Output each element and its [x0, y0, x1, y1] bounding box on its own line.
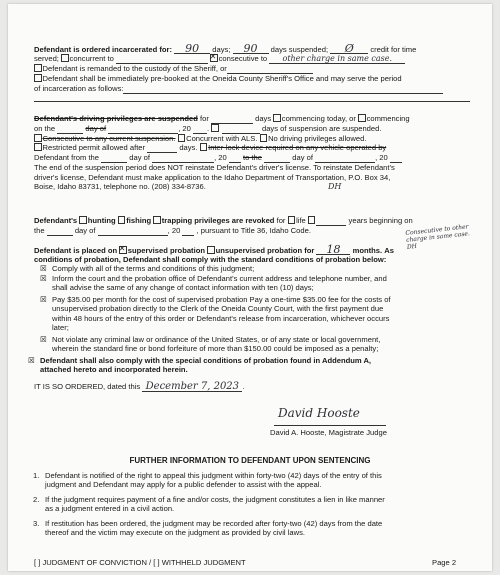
incarceration-days: 90 — [174, 44, 210, 54]
further-item: 1. Defendant is notified of the right to appeal this judgment within forty-two (42) days of the entry of this judgment and Defendant may apply for a public defender to assist with the appeal. — [33, 471, 382, 490]
probation-months: 18 — [316, 245, 350, 255]
signature-line — [274, 425, 386, 426]
driving-heading: Defendant's driving privileges are suspended — [34, 114, 198, 123]
consecutive-to-value: other charge in same case. — [269, 54, 405, 64]
hunting-section: Defendant's hunting fishing trapping privileges are revoked for life years beginning on the day of , 20 , pursuant to Title 36, Idaho Code. — [34, 216, 413, 235]
incarceration-heading: Defendant is ordered incarcerated for: — [34, 45, 172, 54]
divider — [34, 101, 470, 102]
document-page — [8, 4, 492, 571]
condition-item: ☒ Defendant shall also comply with the special conditions of probation found in Addendum A, attached hereto and incorporated herein. — [28, 356, 372, 375]
page-number: Page 2 — [432, 558, 457, 567]
prebooked-checkbox — [34, 74, 42, 82]
order-date-line: IT IS SO ORDERED, dated this December 7, 2023 . — [34, 381, 245, 392]
consecutive-checkbox-checked — [210, 54, 218, 62]
suspended-days: 90 — [233, 44, 269, 54]
further-item: 2. If the judgment requires payment of a fine and/or costs, the judgment constitutes a lien in like manner as a judgment entered in a civil action. — [33, 495, 385, 514]
condition-item: ☒ Inform the court and the probation office of Defendant's current address and telephone number, and shall advise the same of any change of contact information with ten (10) days; — [40, 274, 387, 293]
judge-name: David A. Hooste, Magistrate Judge — [270, 428, 387, 437]
concurrent-checkbox — [61, 54, 69, 62]
probation-section: Defendant is placed on ✕ supervised probation unsupervised probation for 18 months. As conditions of probation, Defendant shall comply with the standard conditions of probation below: — [34, 245, 478, 265]
further-item: 3. If restitution has been ordered, the judgment may be recorded after forty-two (42) days from the date thereof and the victim may execute on the judgment as provided by civil laws. — [33, 519, 383, 538]
order-date: December 7, 2023 — [142, 382, 242, 392]
further-info-heading: FURTHER INFORMATION TO DEFENDANT UPON SENTENCING — [129, 456, 371, 465]
supervised-checkbox-checked — [119, 246, 127, 254]
condition-item: ☒ Pay $35.00 per month for the cost of supervised probation Pay a one-time $35.00 fee for the costs of unsupervised probation directly to the Clerk of the Oneida County Court, with the first payment due within 48 hours of the entry of this order or Defendant's release from incarceration, whichever occurs later; — [40, 295, 391, 333]
judge-signature: David Hooste — [278, 406, 360, 420]
condition-item: ☒ Not violate any criminal law or ordinance of the United States, or of any state or local government, wherein the standard fine or bond forfeiture of more than $150.00 could be imposed as a penalty; — [40, 335, 381, 354]
credit-time-served: Ø — [330, 44, 368, 54]
driving-section: Defendant's driving privileges are suspended for days commencing today, or commencing on the day of , 20 . days of suspension are suspended. Consecutive to any current suspension. Concurrent with ALS. No driving privileges allowed. Restricted permit allowed after days. Inter-lock device required on any vehicle operated by Defendant from the day of , 20 to the day of , 20 The end of the suspension period does NOT reinstate Defendant's driver's license. To reinstate Defendant's driver's license, Defendant must make application to the Idaho Department of Transportation, P.O. Box 34, Boise, Idaho 83731, telephone no. (208) 334-8736. DH — [34, 114, 410, 192]
remanded-checkbox — [34, 64, 42, 72]
footer-judgment-type: [ ] JUDGMENT OF CONVICTION / [ ] WITHHELD JUDGMENT — [34, 558, 246, 567]
condition-item: ☒ Comply with all of the terms and conditions of this judgment; — [40, 264, 255, 273]
handwritten-annotation: Consecutive to other charge in same case. DH — [405, 223, 471, 251]
initials-driving: DH — [327, 182, 342, 192]
unsupervised-checkbox — [207, 246, 215, 254]
incarceration-section: Defendant is ordered incarcerated for: 90 days; 90 days suspended; Ø credit for time served; concurrent to ✕ consecutive to other charge in same case. Defendant is remanded to the custody of the Sheriff, or Defendant shall be immediately pre-booked at the Oneida County Sheriff's Office and may serve the period of incarceration as follows: — [34, 44, 478, 94]
